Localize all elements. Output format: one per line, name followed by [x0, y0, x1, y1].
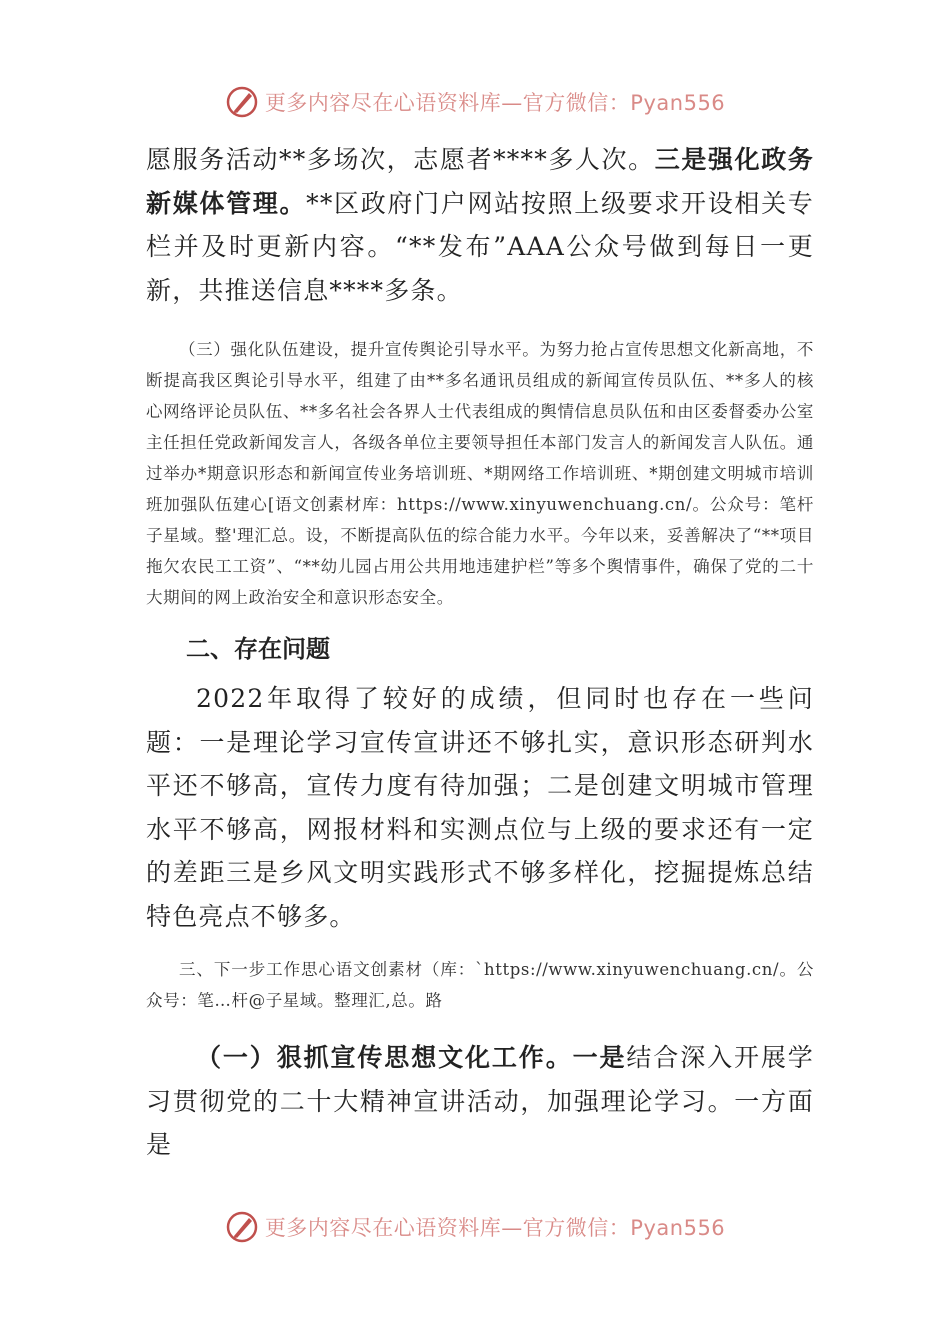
paragraph-propaganda-work	[146, 1036, 814, 1167]
section-heading-problems: 二、存在问题	[186, 635, 330, 663]
paragraph-team-building: （三）强化队伍建设，提升宣传舆论引导水平。为努力抢占宣传思想文化新高地，不断提高我区舆论引导水平，组建了由**多名通讯员组成的新闻宣传员队伍、**多人的核心网络评论员队伍、**多名社会各界人士代表组成的舆情信息员队伍和由区委督委办公室主任担任党政新闻发言人，各级各单位主要领导担任本部门发言人的新闻发言人队伍。通过举办*期意识形态和新闻宣传业务培训班、*期网络工作培训班、*期创建文明城市培训班加强队伍建心[语文创素材库：https://www.xinyuwenchuang.cn/。公众号：笔杆子星域。整'理汇总。设，不断提高队伍的综合能力水平。今年以来，妥善解决了“**项目拖欠农民工工资”、“**幼儿园占用公共用地违建护栏”等多个舆情事件，确保了党的二十大期间的网上政治安全和意识形态安全。	[146, 340, 814, 607]
quill-logo-icon	[225, 85, 259, 119]
paragraph-problems: 2022年取得了较好的成绩，但同时也存在一些问题：一是理论学习宣传宣讲还不够扎实，意识形态研判水平还不够高，宣传力度有待加强；二是创建文明城市管理水平不够高，网报材料和实测点位与上级的要求还有一定的差距三是乡风文明实践形式不够多样化，挖掘提炼总结特色亮点不够多。	[146, 684, 814, 931]
header-banner-text: 更多内容尽在心语资料库—官方微信：Pyan556	[264, 91, 726, 115]
para1-text-2: **区政府门户网站按照上级要求开设相关专栏并及时更新内容。“**发布”AAA公众号做到每日一更新，共推送信息****多条。	[146, 188, 814, 305]
header-banner	[0, 82, 950, 122]
footer-banner-text: 更多内容尽在心语资料库—官方微信：Pyan556	[264, 1216, 726, 1240]
para1-text-1: 愿服务活动**多场次，志愿者****多人次。	[146, 145, 655, 174]
paragraph-volunteer-media	[146, 138, 814, 312]
footer-banner	[0, 1207, 950, 1247]
para5-text: 结合深入开展学习贯彻党的二十大精神宣讲活动，加强理论学习。一方面是	[146, 1043, 815, 1159]
paragraph-next-steps-heading: 三、下一步工作思心语文创素材（库：`https://www.xinyuwenchuang.cn/。公众号：笔…杆@子星域。整理汇,总。路	[146, 960, 814, 1010]
para1-bold-heading: 三是强化政务新媒体管理。	[146, 145, 815, 218]
document-body	[146, 138, 814, 1167]
quill-logo-icon	[225, 1210, 259, 1244]
para5-bold-heading: （一）狠抓宣传思想文化工作。一是	[196, 1043, 627, 1072]
